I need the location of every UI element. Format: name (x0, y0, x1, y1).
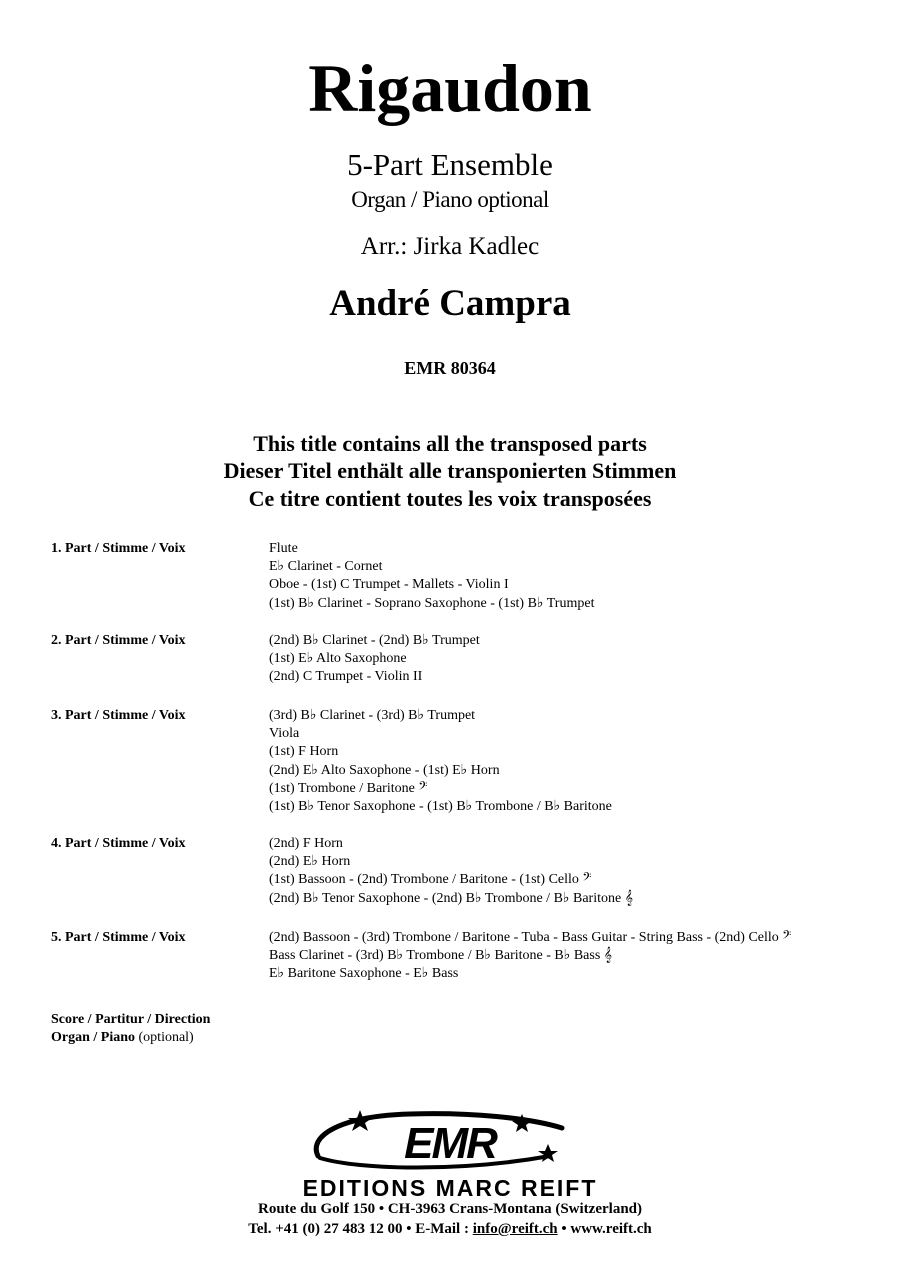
part-line: (1st) B♭ Tenor Saxophone - (1st) B♭ Trombone / B♭ Baritone (269, 799, 612, 815)
part-line: (1st) Trombone / Baritone 𝄢 (269, 780, 428, 796)
part-line: Bass Clarinet - (3rd) B♭ Trombone / B♭ Baritone - B♭ Bass 𝄞 (269, 948, 613, 964)
part-1-label: 1. Part / Stimme / Voix (51, 541, 186, 556)
part-line: (1st) E♭ Alto Saxophone (269, 651, 407, 667)
score-label: Score / Partitur / Direction (51, 1012, 211, 1027)
part-line: Viola (269, 726, 300, 742)
part-line: (2nd) B♭ Tenor Saxophone - (2nd) B♭ Trombone / B♭ Baritone 𝄞 (269, 890, 633, 906)
part-line: (2nd) B♭ Clarinet - (2nd) B♭ Trumpet (269, 633, 480, 648)
part-line: E♭ Clarinet - Cornet (269, 559, 383, 575)
part-4-instruments (269, 835, 633, 908)
part-line: (3rd) B♭ Clarinet - (3rd) B♭ Trumpet (269, 708, 476, 723)
organ-label (51, 1029, 194, 1047)
part-line: E♭ Baritone Saxophone - E♭ Bass (269, 966, 459, 982)
email-link[interactable]: info@reift.ch (472, 1221, 558, 1237)
arranger: Arr.: Jirka Kadlec (360, 233, 540, 260)
part-line: (2nd) F Horn (269, 836, 343, 851)
part-line: Oboe - (1st) C Trumpet - Mallets - Violin I (269, 577, 509, 593)
part-line: (1st) F Horn (269, 744, 339, 760)
page-title: Rigaudon (308, 50, 592, 126)
contact-website: • www.reift.ch (557, 1221, 652, 1237)
catalog-number: EMR 80364 (404, 358, 496, 378)
part-line: (2nd) E♭ Horn (269, 854, 351, 870)
part-line: (1st) B♭ Clarinet - Soprano Saxophone - (1st) B♭ Trumpet (269, 595, 595, 611)
part-line: (2nd) E♭ Alto Saxophone - (1st) E♭ Horn (269, 762, 500, 778)
transposed-note-english: This title contains all the transposed parts (253, 431, 647, 456)
part-2-instruments (269, 632, 480, 687)
part-3-label: 3. Part / Stimme / Voix (51, 708, 186, 723)
publisher-address: Route du Golf 150 • CH-3963 Crans-Montana (Switzerland) (258, 1201, 642, 1217)
publisher-name: EDITIONS MARC REIFT (302, 1175, 598, 1201)
optional-instruments: Organ / Piano optional (351, 187, 549, 212)
organ-optional: (optional) (138, 1030, 194, 1045)
contact-phone: Tel. +41 (0) 27 483 12 00 • E-Mail : (248, 1221, 473, 1237)
emr-logo (300, 1106, 600, 1178)
composer: André Campra (329, 283, 571, 324)
part-2-label: 2. Part / Stimme / Voix (51, 633, 186, 648)
logo-text: EMR (404, 1119, 496, 1168)
part-5-instruments (269, 929, 791, 984)
organ-label-text: Organ / Piano (51, 1030, 136, 1045)
transposed-note-german: Dieser Titel enthält alle transponierten Stimmen (223, 458, 677, 483)
part-1-instruments (269, 540, 594, 613)
publisher-contact (0, 1219, 900, 1239)
part-line: (1st) Bassoon - (2nd) Trombone / Baritone - (1st) Cello 𝄢 (269, 872, 592, 888)
part-line: (2nd) Bassoon - (3rd) Trombone / Baritone - Tuba - Bass Guitar - String Bass - (2nd) Cello 𝄢 (269, 930, 792, 945)
part-4-label: 4. Part / Stimme / Voix (51, 836, 186, 851)
part-3-instruments (269, 707, 612, 816)
ensemble-subtitle: 5-Part Ensemble (347, 147, 553, 182)
part-5-label: 5. Part / Stimme / Voix (51, 930, 186, 945)
transposed-note-french: Ce titre contient toutes les voix transposées (248, 486, 652, 511)
part-line: (2nd) C Trumpet - Violin II (269, 669, 423, 685)
part-line: Flute (269, 541, 298, 556)
